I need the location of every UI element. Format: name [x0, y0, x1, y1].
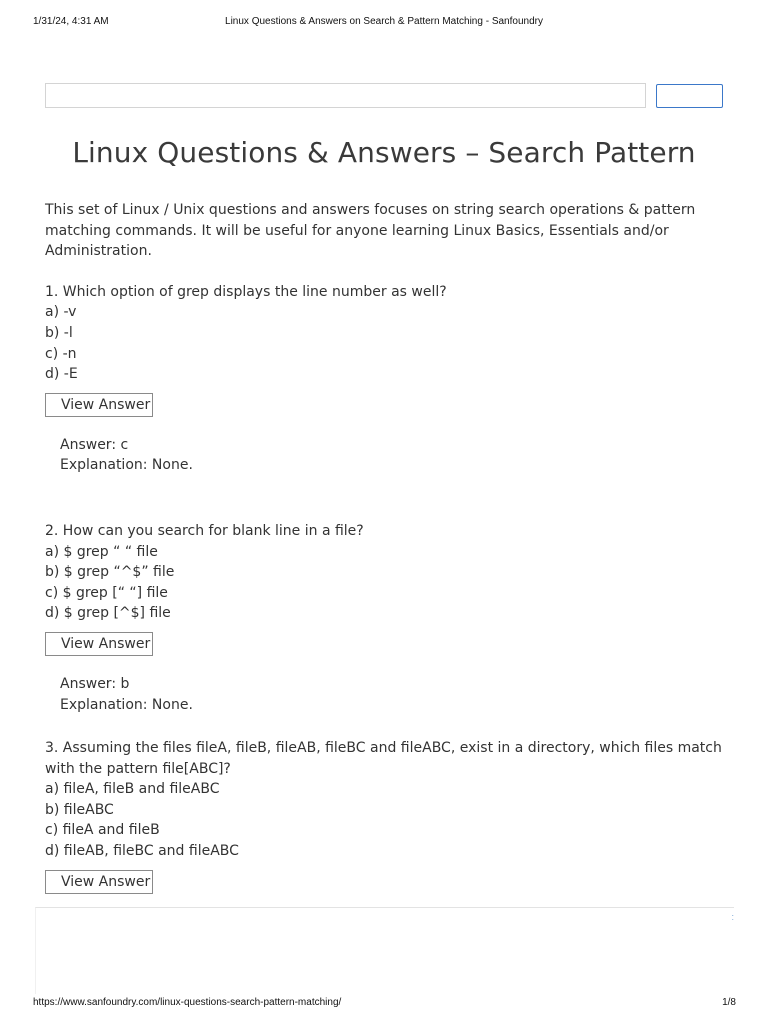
- view-answer-button[interactable]: View Answer: [45, 870, 153, 894]
- article-content: [45, 200, 730, 894]
- option-c: c) fileA and fileB: [45, 822, 160, 839]
- question-block-1: [45, 282, 730, 476]
- answer-text: Answer: b: [60, 675, 130, 692]
- option-c: c) $ grep [“ “] file: [45, 584, 168, 601]
- option-b: b) -l: [45, 324, 73, 341]
- option-a: a) fileA, fileB and fileABC: [45, 781, 220, 798]
- option-a: a) -v: [45, 304, 77, 321]
- question-text: 1. Which option of grep displays the line number as well?: [45, 283, 447, 300]
- explanation-text: Explanation: None.: [60, 457, 193, 474]
- question-text: 3. Assuming the files fileA, fileB, fileAB, fileBC and fileABC, exist in a directory, which files match with the pattern file[ABC]?: [45, 740, 722, 777]
- print-datetime: 1/31/24, 4:31 AM: [33, 16, 109, 27]
- print-footer: [0, 997, 768, 1011]
- option-b: b) fileABC: [45, 801, 114, 818]
- answer-panel: [45, 435, 730, 476]
- explanation-text: Explanation: None.: [60, 696, 193, 713]
- option-b: b) $ grep “^$” file: [45, 564, 175, 581]
- option-a: a) $ grep “ “ file: [45, 543, 158, 560]
- print-doc-title: Linux Questions & Answers on Search & Pattern Matching - Sanfoundry: [225, 16, 543, 27]
- print-url: https://www.sanfoundry.com/linux-questions-search-pattern-matching/: [33, 997, 342, 1008]
- page-number: 1/8: [722, 997, 736, 1008]
- question-block-3: [45, 738, 730, 894]
- answer-panel: [45, 674, 730, 715]
- question-block-2: [45, 521, 730, 715]
- option-d: d) $ grep [^$] file: [45, 605, 171, 622]
- search-input[interactable]: [45, 83, 646, 108]
- ad-options-icon[interactable]: :: [731, 912, 734, 922]
- view-answer-button[interactable]: View Answer: [45, 393, 153, 417]
- intro-paragraph: This set of Linux / Unix questions and answers focuses on string search operations & pattern matching commands. It will be useful for anyone learning Linux Basics, Essentials and/or Administration.: [45, 202, 696, 260]
- print-header: [0, 16, 768, 30]
- option-d: d) -E: [45, 366, 78, 383]
- page-title: Linux Questions & Answers – Search Pattern: [72, 136, 696, 169]
- option-c: c) -n: [45, 345, 77, 362]
- question-text: 2. How can you search for blank line in a file?: [45, 522, 364, 539]
- search-button[interactable]: [656, 84, 723, 108]
- option-d: d) fileAB, fileBC and fileABC: [45, 843, 239, 860]
- ad-container[interactable]: [35, 907, 734, 994]
- answer-text: Answer: c: [60, 436, 129, 453]
- view-answer-button[interactable]: View Answer: [45, 632, 153, 656]
